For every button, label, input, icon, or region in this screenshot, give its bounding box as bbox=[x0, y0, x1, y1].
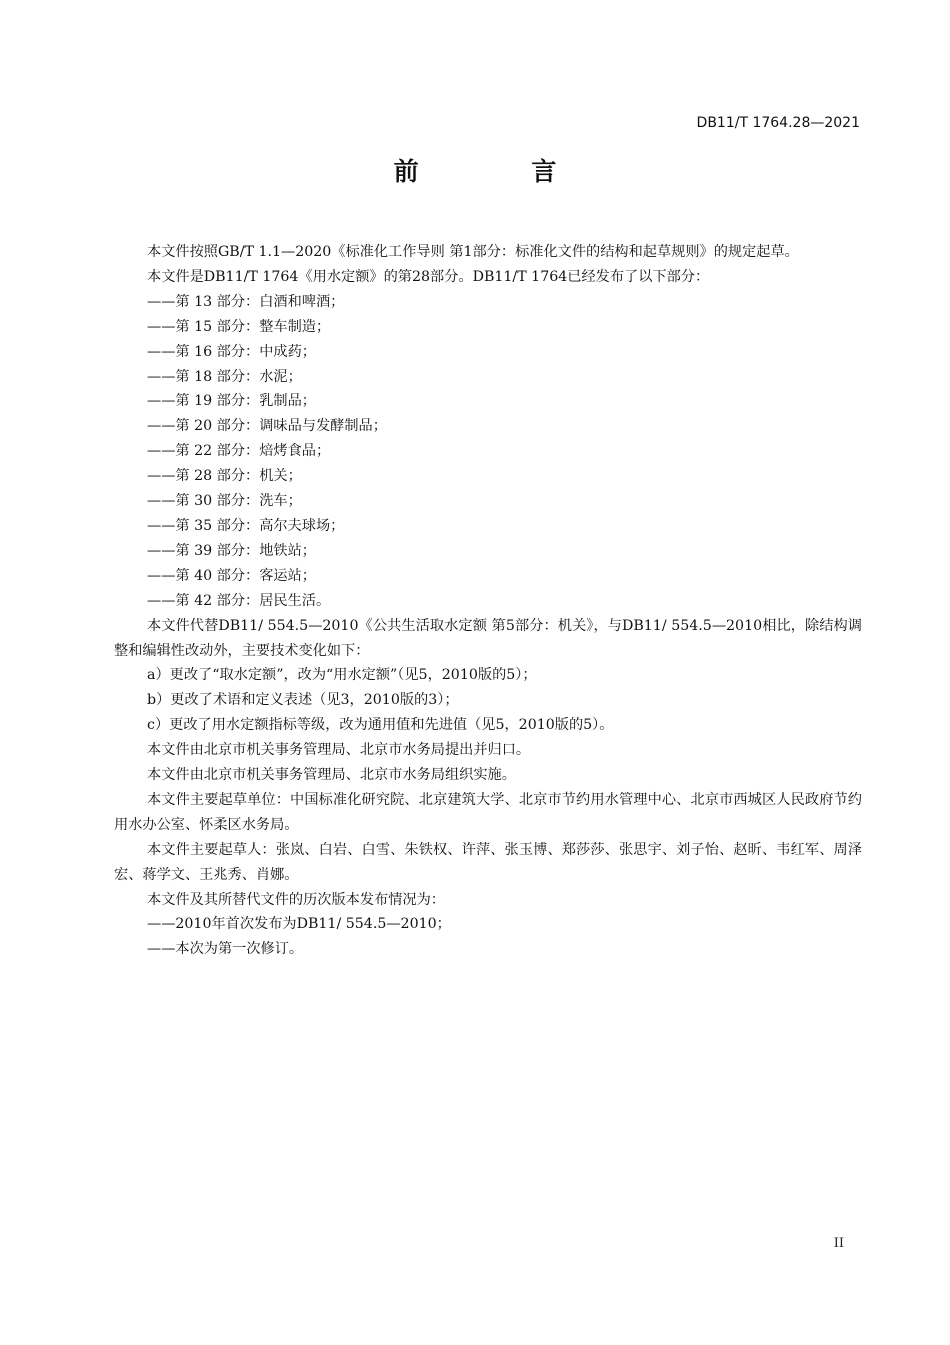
page-number: II bbox=[833, 1236, 844, 1251]
paragraph-drafters: 本文件主要起草人：张岚、白岩、白雪、朱铁权、许萍、张玉博、郑莎莎、张思宇、刘子怡、赵昕、韦红军、周泽宏、蒋学文、王兆秀、肖娜。 bbox=[114, 841, 862, 883]
paragraph-drafting-units: 本文件主要起草单位：中国标准化研究院、北京建筑大学、北京市节约用水管理中心、北京市西城区人民政府节约用水办公室、怀柔区水务局。 bbox=[114, 791, 862, 833]
list-item: ——第 35 部分：高尔夫球场； bbox=[147, 517, 345, 534]
list-item: ——第 20 部分：调味品与发酵制品； bbox=[147, 418, 387, 435]
list-item: ——第 15 部分：整车制造； bbox=[147, 318, 331, 335]
foreword-body bbox=[114, 240, 862, 962]
technical-changes-list bbox=[114, 663, 862, 738]
list-item: ——第 19 部分：乳制品； bbox=[147, 393, 316, 410]
list-item: c）更改了用水定额指标等级，改为通用值和先进值（见5，2010版的5）。 bbox=[147, 717, 614, 734]
list-item: ——第 40 部分：客运站； bbox=[147, 567, 316, 584]
list-item: ——第 22 部分：焙烤食品； bbox=[147, 443, 331, 460]
list-item: ——2010年首次发布为DB11/ 554.5—2010； bbox=[147, 916, 451, 933]
paragraph-drafting-rules: 本文件按照GB/T 1.1—2020《标准化工作导则 第1部分：标准化文件的结构和起草规则》的规定起草。 bbox=[147, 244, 799, 260]
paragraph-implementer: 本文件由北京市机关事务管理局、北京市水务局组织实施。 bbox=[147, 767, 516, 784]
list-item: ——第 28 部分：机关； bbox=[147, 468, 302, 485]
list-item: ——第 16 部分：中成药； bbox=[147, 343, 316, 360]
paragraph-proposer: 本文件由北京市机关事务管理局、北京市水务局提出并归口。 bbox=[147, 742, 531, 759]
list-item: ——第 18 部分：水泥； bbox=[147, 368, 302, 385]
list-item: ——第 30 部分：洗车； bbox=[147, 493, 302, 510]
list-item: ——本次为第一次修订。 bbox=[147, 941, 304, 958]
published-parts-list bbox=[114, 290, 862, 614]
page-title: 前 言 bbox=[393, 157, 609, 186]
list-item: a）更改了“取水定额”，改为“用水定额”（见5，2010版的5）； bbox=[147, 667, 537, 684]
list-item: ——第 42 部分：居民生活。 bbox=[147, 592, 331, 609]
list-item: ——第 39 部分：地铁站； bbox=[147, 542, 316, 559]
version-history-list bbox=[114, 912, 862, 962]
document-code: DB11/T 1764.28—2021 bbox=[696, 115, 860, 131]
list-item: ——第 13 部分：白酒和啤酒； bbox=[147, 293, 345, 310]
paragraph-replacement: 本文件代替DB11/ 554.5—2010《公共生活取水定额 第5部分：机关》，与DB11/ 554.5—2010相比，除结构调整和编辑性改动外，主要技术变化如下： bbox=[114, 617, 862, 659]
paragraph-version-history: 本文件及其所替代文件的历次版本发布情况为： bbox=[147, 891, 445, 908]
paragraph-series-intro: 本文件是DB11/T 1764《用水定额》的第28部分。DB11/T 1764已经发布了以下部分： bbox=[147, 268, 710, 285]
list-item: b）更改了术语和定义表述（见3，2010版的3）； bbox=[147, 692, 459, 709]
